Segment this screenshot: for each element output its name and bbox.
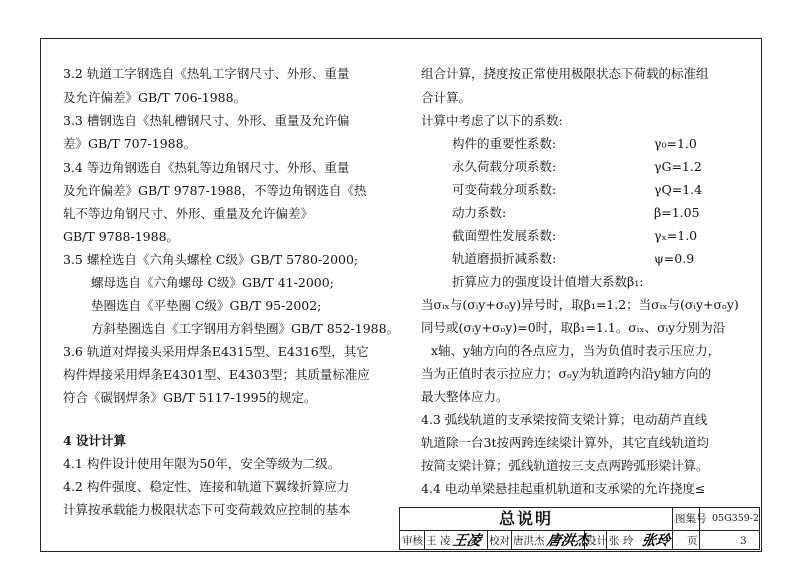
coefficient-label: 截面塑性发展系数: <box>452 228 557 243</box>
check-name: 唐洪杰 <box>513 535 545 547</box>
text-line: 螺母选自《六角螺母 C级》GB/T 41-2000; <box>91 275 334 290</box>
text-line: 4.3 弧线轨道的支承梁按简支梁计算；电动葫芦直线 <box>421 412 708 427</box>
review-name: 王 凌 <box>426 535 451 547</box>
review-label: 审核 <box>402 535 423 547</box>
text-line: 轨道除一台3t按两跨连续梁计算外，其它直线轨道均 <box>421 435 709 450</box>
page-number: 3 <box>740 535 747 547</box>
page-label: 页 <box>687 535 698 547</box>
check-signature: 唐洪杰 <box>545 533 591 549</box>
text-line: 差》GB/T 707-1988。 <box>63 136 197 151</box>
check-label: 校对 <box>489 535 510 547</box>
text-line: 合计算。 <box>421 90 472 105</box>
text-line: x轴、y轴方向的各点应力，当为负值时表示压应力， <box>431 343 721 358</box>
coefficient-value: β=1.05 <box>654 205 700 220</box>
text-line: 3.4 等边角钢选自《热轧等边角钢尺寸、外形、重量 <box>63 160 350 175</box>
text-line: 及允许偏差》GB/T 9787-1988，不等边角钢选自《热 <box>63 183 367 198</box>
text-line: 4.2 构件强度、稳定性、连接和轨道下翼缘折算应力 <box>63 479 350 494</box>
coefficient-value: γG=1.2 <box>654 159 702 174</box>
text-line: 当σᵢₓ与(σᵢy+σₒy)异号时，取β₁=1.2；当σᵢₓ与(σᵢy+σₒy) <box>421 297 739 312</box>
design-name: 张 玲 <box>609 535 634 547</box>
coefficient-label: 永久荷载分项系数: <box>452 159 557 174</box>
text-line: 轧不等边角钢尺寸、外形、重量及允许偏差》 <box>63 206 314 221</box>
design-signature: 张玲 <box>640 533 672 549</box>
text-line: 垫圈选自《平垫圈 C级》GB/T 95-2002; <box>91 298 322 313</box>
text-line: 4.4 电动单梁悬挂起重机轨道和支承梁的允许挠度≤ <box>421 481 706 496</box>
review-signature: 王凌 <box>451 533 483 549</box>
coefficient-value: γQ=1.4 <box>654 182 703 197</box>
text-line: 计算中考虑了以下的系数: <box>421 113 563 128</box>
text-line: GB/T 9788-1988。 <box>63 229 180 244</box>
text-line: 3.2 轨道工字钢选自《热轧工字钢尺寸、外形、重量 <box>63 66 350 81</box>
text-line: 及允许偏差》GB/T 706-1988。 <box>63 90 247 105</box>
text-line: 4.1 构件设计使用年限为50年，安全等级为二级。 <box>63 456 341 471</box>
text-line: 组合计算，挠度按正常使用极限状态下荷载的标准组 <box>421 66 709 81</box>
coefficient-label: 构件的重要性系数: <box>452 136 557 151</box>
text-line: 按简支梁计算；弧线轨道按三支点两跨弧形梁计算。 <box>421 458 709 473</box>
coefficient-label: 动力系数: <box>452 205 507 220</box>
text-line: 构件焊接采用焊条E4301型、E4303型；其质量标准应 <box>63 367 370 382</box>
section-heading: 4 设计计算 <box>63 433 127 448</box>
text-line: 最大整体应力。 <box>421 389 509 404</box>
coefficient-value: ψ=0.9 <box>654 251 695 266</box>
atlas-number-label: 图集号 <box>675 513 707 525</box>
text-line: 符合《碳钢焊条》GB/T 5117-1995的规定。 <box>63 390 317 405</box>
text-line: 计算按承载能力极限状态下可变荷载效应控制的基本 <box>63 502 351 517</box>
text-line: 3.3 槽钢选自《热轧槽钢尺寸、外形、重量及允许偏 <box>63 113 350 128</box>
text-line: 当为正值时表示拉应力；σₒy为轨道跨内沿y轴方向的 <box>421 366 711 381</box>
text-line: 同号或(σᵢy+σₒy)=0时，取β₁=1.1。σᵢₓ、σᵢy分别为沿 <box>421 320 726 335</box>
text-line: 3.6 轨道对焊接头采用焊条E4315型、E4316型，其它 <box>63 344 369 359</box>
design-label: 设计 <box>586 535 607 547</box>
text-line: 3.5 螺栓选自《六角头螺栓 C级》GB/T 5780-2000; <box>63 252 359 267</box>
drawing-title: 总说明 <box>499 509 554 528</box>
text-line: 方斜垫圈选自《工字钢用方斜垫圈》GB/T 852-1988。 <box>91 321 400 336</box>
coefficient-value: γₓ=1.0 <box>654 228 698 243</box>
coefficient-label: 可变荷载分项系数: <box>452 182 557 197</box>
coefficient-label: 轨道磨损折减系数: <box>452 251 557 266</box>
atlas-number: 05G359-2 <box>712 513 760 524</box>
coefficient-value: γ₀=1.0 <box>654 136 697 151</box>
text-line: 折算应力的强度设计值增大系数β₁: <box>452 274 644 289</box>
